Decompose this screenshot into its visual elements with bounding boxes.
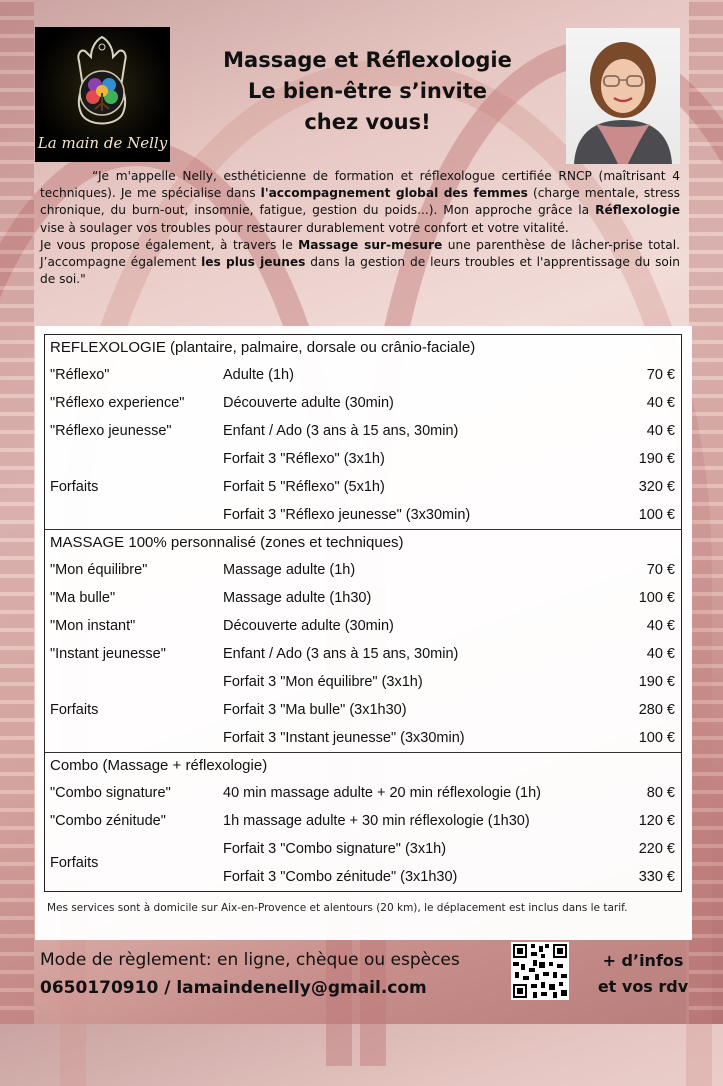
forfaits-label: Forfaits (50, 855, 99, 871)
title-line-3: chez vous! (304, 110, 431, 134)
table-row (223, 445, 681, 473)
forfait-desc: Forfait 3 "Combo signature" (3x1h) (223, 841, 447, 857)
forfaits-rows (223, 835, 681, 891)
service-price: 70 € (646, 367, 675, 383)
intro-paragraph-1 (40, 168, 680, 237)
footer-info (40, 946, 460, 1002)
forfaits-group (45, 835, 681, 891)
forfait-price: 330 € (638, 869, 675, 885)
forfaits-rows (223, 668, 681, 752)
service-price: 40 € (646, 618, 675, 634)
service-price: 120 € (638, 813, 675, 829)
forfait-desc: Forfait 3 "Combo zénitude" (3x1h30) (223, 869, 458, 885)
intro-text (40, 168, 680, 288)
section-reflexologie (45, 335, 681, 530)
table-row (45, 556, 681, 584)
table-row (45, 417, 681, 445)
title-line-2: Le bien-être s’invite (247, 79, 488, 103)
table-row (45, 807, 681, 835)
service-price: 40 € (646, 423, 675, 439)
table-row (45, 389, 681, 417)
service-area-note: Mes services sont à domicile sur Aix-en-Provence et alentours (20 km), le déplacement est inclus dans le tarif. (47, 902, 628, 914)
qr-code-icon[interactable] (511, 942, 569, 1000)
service-desc: Découverte adulte (30min) (223, 395, 394, 411)
intro-emphasis: Réflexologie (595, 203, 680, 218)
forfait-desc: Forfait 3 "Réflexo" (3x1h) (223, 451, 385, 467)
portrait-photo (566, 28, 680, 164)
logo-text: La main de Nelly (37, 134, 168, 152)
table-row (223, 863, 681, 891)
intro-text-segment: dans la gestion de leurs troubles et l'apprentissage du soin de soi." (40, 255, 680, 287)
service-price: 100 € (638, 590, 675, 606)
forfait-price: 190 € (638, 451, 675, 467)
forfaits-label: Forfaits (50, 702, 99, 718)
table-row (45, 640, 681, 668)
service-price: 40 € (646, 646, 675, 662)
forfaits-rows (223, 445, 681, 529)
forfait-price: 280 € (638, 702, 675, 718)
table-row (223, 835, 681, 863)
service-desc: 1h massage adulte + 30 min réflexologie (1h30) (223, 813, 530, 829)
section-heading: REFLEXOLOGIE (plantaire, palmaire, dorsale ou crânio-faciale) (50, 339, 476, 356)
service-desc: Enfant / Ado (3 ans à 15 ans, 30min) (223, 423, 459, 439)
forfait-price: 320 € (638, 479, 675, 495)
intro-paragraph-2 (40, 237, 680, 289)
forfait-desc: Forfait 5 "Réflexo" (5x1h) (223, 479, 385, 495)
intro-emphasis: les plus jeunes (201, 255, 306, 270)
page-title (185, 45, 550, 138)
service-desc: Adulte (1h) (223, 367, 294, 383)
service-desc: Enfant / Ado (3 ans à 15 ans, 30min) (223, 646, 459, 662)
service-name: "Combo signature" (50, 785, 171, 801)
service-desc: Massage adulte (1h30) (223, 590, 372, 606)
table-row (223, 724, 681, 752)
table-row (45, 584, 681, 612)
service-name: "Réflexo jeunesse" (50, 423, 172, 439)
qr-code-graphic (511, 942, 569, 1000)
table-row (45, 361, 681, 389)
pricing-table (44, 334, 682, 892)
forfait-desc: Forfait 3 "Réflexo jeunesse" (3x30min) (223, 507, 471, 523)
more-info-line-1: + d’infos (602, 951, 684, 970)
portrait-illustration (566, 28, 680, 164)
forfaits-group (45, 668, 681, 752)
service-price: 40 € (646, 395, 675, 411)
contact-info: 0650170910 / lamaindenelly@gmail.com (40, 978, 427, 998)
intro-text-segment: (charge mentale, stress chronique, du burn-out, insomnie, fatigue, gestion du poids...). Mon approche grâce la (40, 186, 680, 218)
forfait-desc: Forfait 3 "Mon équilibre" (3x1h) (223, 674, 423, 690)
service-name: "Mon instant" (50, 618, 136, 634)
table-row (45, 612, 681, 640)
forfait-desc: Forfait 3 "Ma bulle" (3x1h30) (223, 702, 407, 718)
service-name: "Réflexo" (50, 367, 110, 383)
section-heading: Combo (Massage + réflexologie) (50, 757, 268, 774)
title-line-1: Massage et Réflexologie (223, 48, 512, 72)
forfaits-label: Forfaits (50, 479, 99, 495)
brand-logo (35, 27, 170, 162)
intro-text-segment: vise à soulager vos troubles pour restaurer durablement votre confort et votre vitalité. (40, 220, 569, 235)
table-row (223, 696, 681, 724)
service-name: "Réflexo experience" (50, 395, 185, 411)
section-combo (45, 753, 681, 891)
service-desc: Massage adulte (1h) (223, 562, 356, 578)
table-row (45, 779, 681, 807)
service-desc: Découverte adulte (30min) (223, 618, 394, 634)
intro-text-segment: une parenthèse de lâcher-prise total. J’accompagne également (40, 237, 680, 270)
table-row (223, 501, 681, 529)
intro-text-segment: Je vous propose également, à travers le (40, 237, 299, 252)
table-row (223, 473, 681, 501)
forfaits-group (45, 445, 681, 529)
forfait-price: 190 € (638, 674, 675, 690)
service-price: 70 € (646, 562, 675, 578)
more-info-cta (588, 948, 698, 1000)
intro-emphasis: l'accompagnement global des femmes (260, 186, 528, 201)
forfait-price: 220 € (638, 841, 675, 857)
section-massage (45, 530, 681, 753)
section-heading: MASSAGE 100% personnalisé (zones et techniques) (50, 534, 404, 551)
service-desc: 40 min massage adulte + 20 min réflexologie (1h) (223, 785, 541, 801)
service-name: "Mon équilibre" (50, 562, 148, 578)
more-info-line-2: et vos rdv (597, 977, 689, 996)
service-name: "Combo zénitude" (50, 813, 166, 829)
payment-methods: Mode de règlement: en ligne, chèque ou espèces (40, 950, 460, 970)
forfait-price: 100 € (638, 730, 675, 746)
forfait-desc: Forfait 3 "Instant jeunesse" (3x30min) (223, 730, 465, 746)
table-row (223, 668, 681, 696)
intro-text-segment: “Je m'appelle Nelly, esthéticienne de formation et réflexologue certifiée RNCP (maîtrisant 4 techniques). Je me spécialise dans (40, 169, 680, 201)
intro-emphasis: Massage sur-mesure (298, 237, 443, 252)
service-price: 80 € (646, 785, 675, 801)
service-name: "Ma bulle" (50, 590, 116, 606)
service-name: "Instant jeunesse" (50, 646, 166, 662)
forfait-price: 100 € (638, 507, 675, 523)
